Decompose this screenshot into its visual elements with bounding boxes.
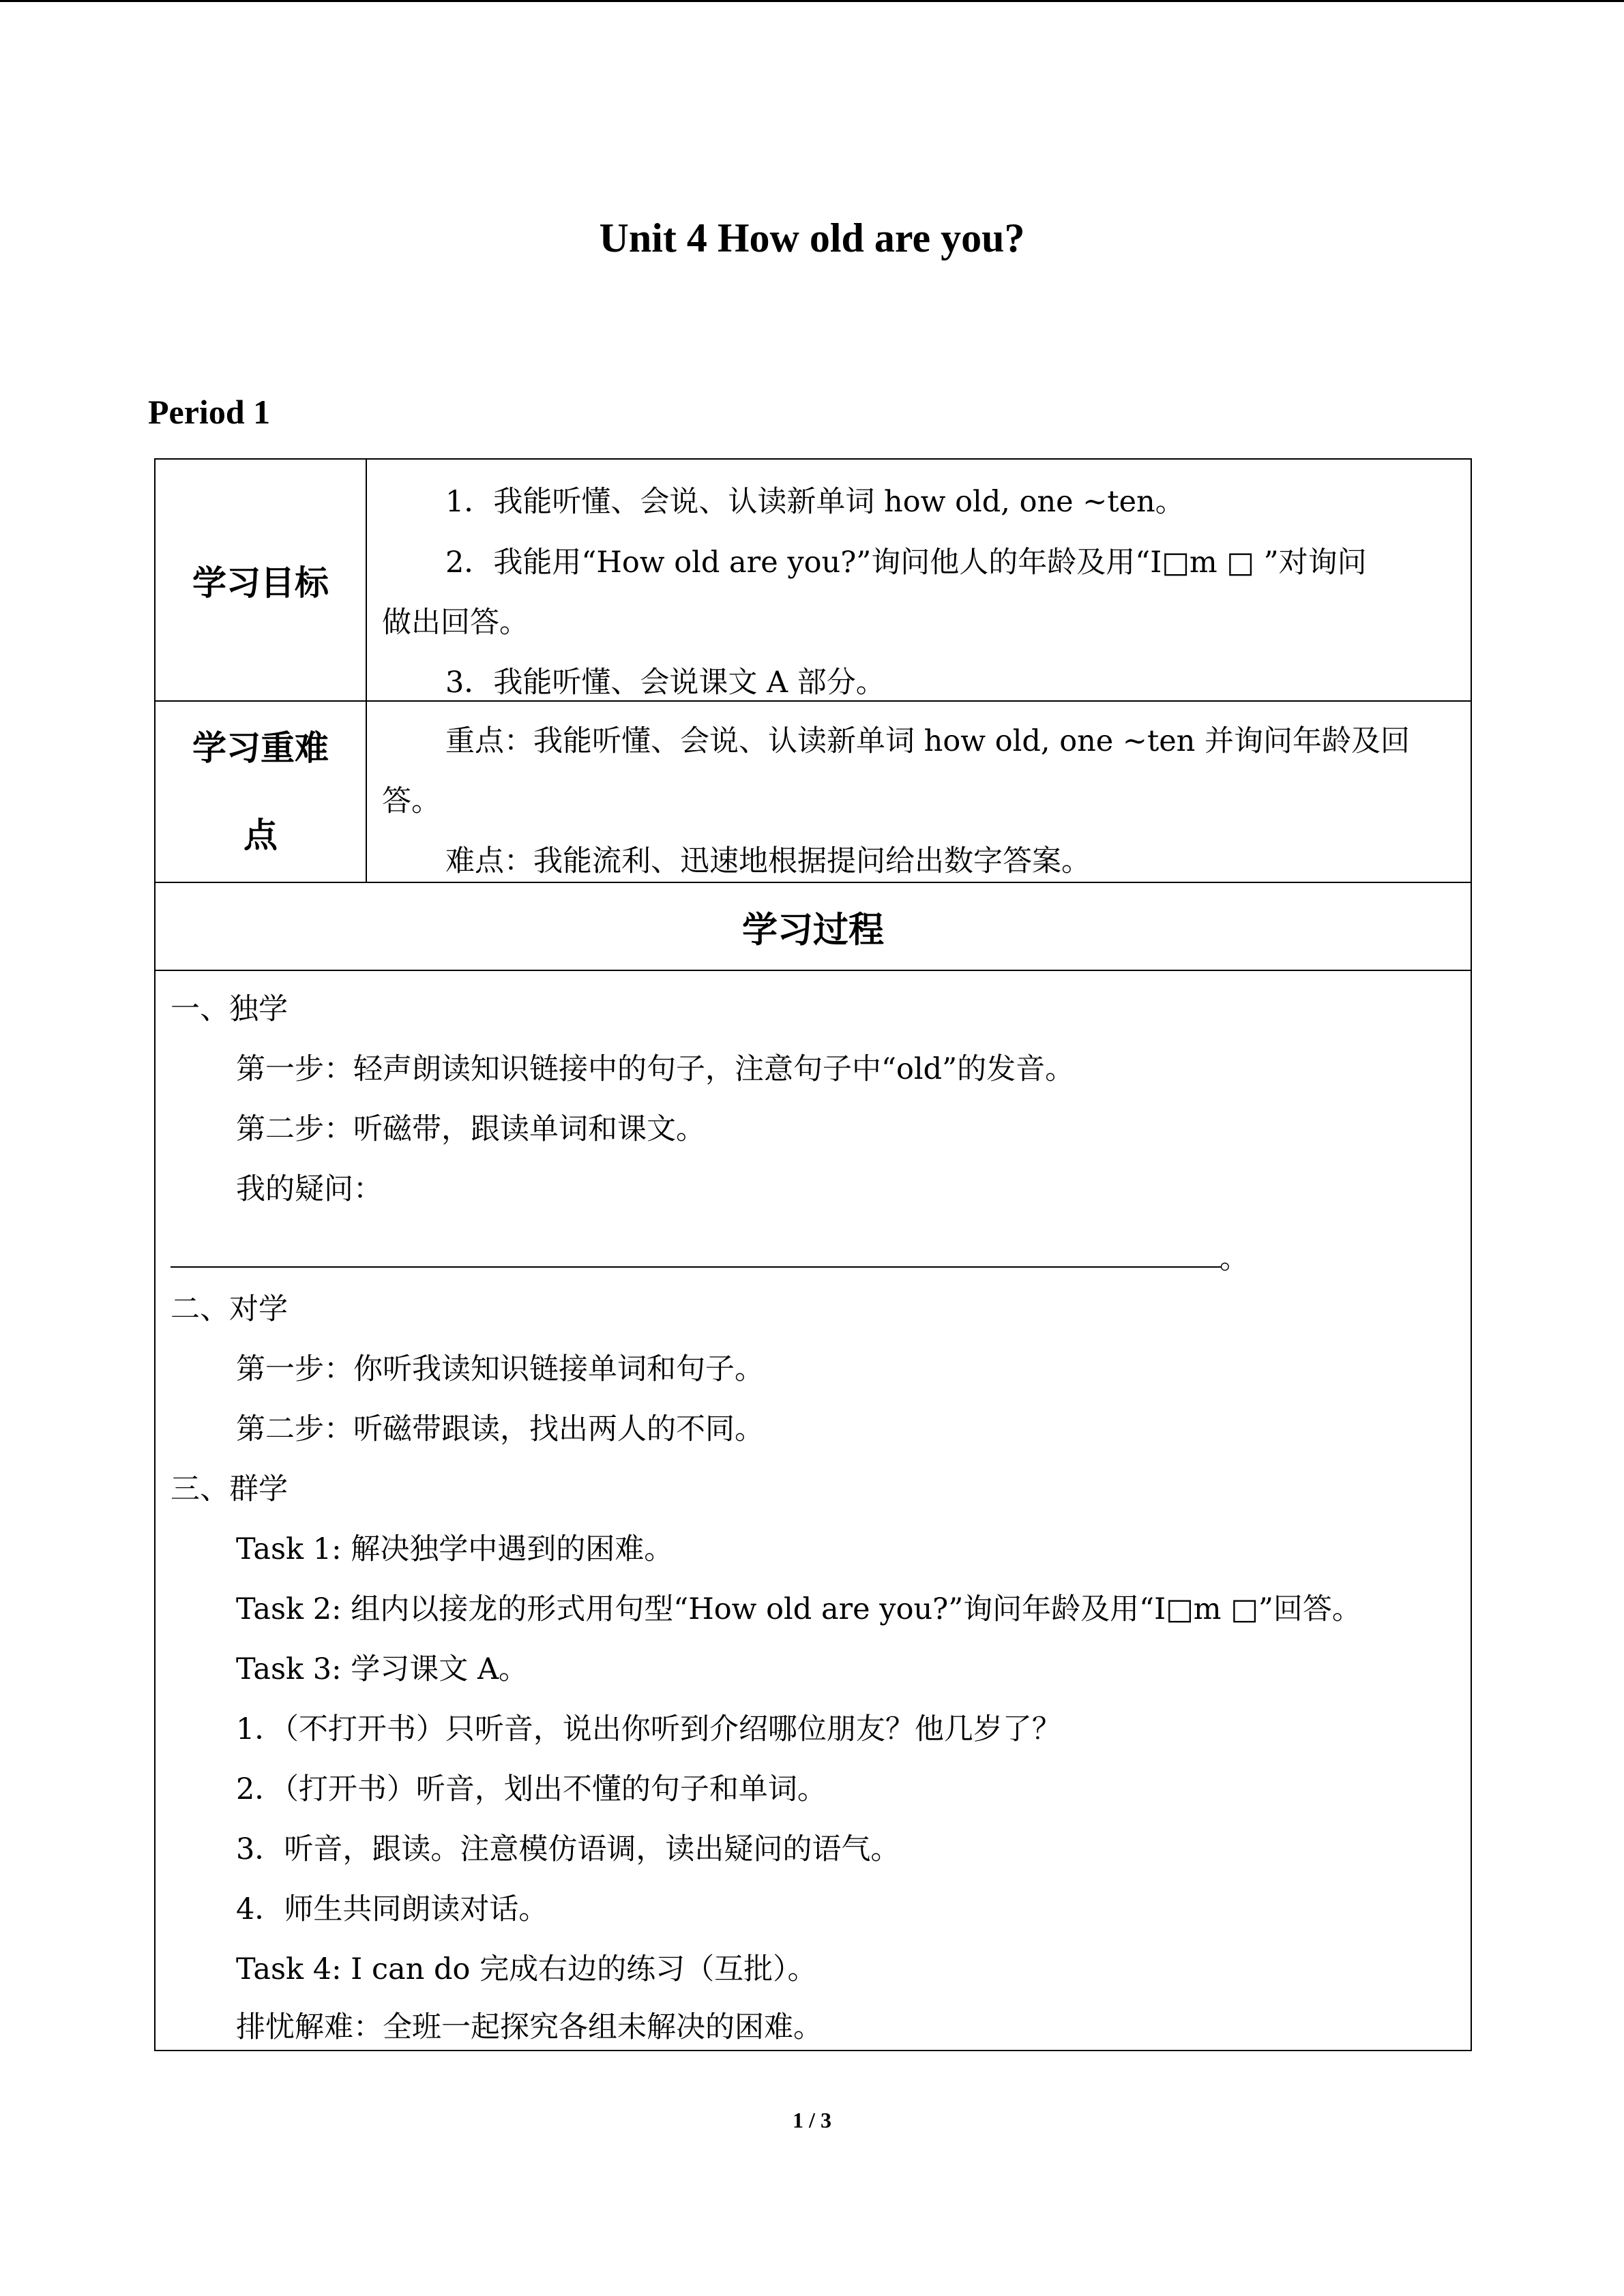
process-heading-row	[156, 883, 1471, 971]
task-line: Task 3: 学习课文 A。	[236, 1652, 529, 1686]
objective-item: 1．我能听懂、会说、认读新单词 how old, one ~ten。	[445, 485, 1185, 519]
section-heading: 二、对学	[171, 1292, 288, 1326]
document-title: Unit 4 How old are you?	[599, 215, 1025, 260]
page-number: 1 / 3	[793, 2108, 831, 2132]
task-step: 4．师生共同朗读对话。	[236, 1892, 548, 1926]
process-heading: 学习过程	[741, 910, 884, 951]
keypoints-label-line2: 点	[243, 816, 278, 855]
task-step: 2．（打开书）听音，划出不懂的句子和单词。	[236, 1772, 827, 1806]
objective-item: 做出回答。	[382, 606, 529, 640]
process-line: 第一步：轻声朗读知识链接中的句子，注意句子中“old”的发音。	[236, 1052, 1075, 1086]
keypoint-item: 重点：我能听懂、会说、认读新单词 how old, one ~ten 并询问年龄及回	[445, 724, 1411, 758]
keypoints-row	[156, 702, 1471, 883]
task-line: Task 2: 组内以接龙的形式用句型“How old are you?”询问年龄及用“I□m □”回答。	[236, 1592, 1361, 1626]
lesson-table	[154, 458, 1472, 2051]
objectives-content	[367, 460, 1471, 700]
task-step: 3．听音，跟读。注意模仿语调，读出疑问的语气。	[236, 1832, 900, 1866]
process-body	[156, 971, 1471, 2051]
keypoints-label	[156, 702, 367, 882]
period-heading: Period 1	[148, 393, 271, 431]
process-line: 第二步：听磁带跟读，找出两人的不同。	[236, 1412, 764, 1446]
objectives-label: 学习目标	[156, 460, 367, 700]
section-heading: 一、独学	[171, 992, 288, 1026]
keypoint-item: 难点：我能流利、迅速地根据提问给出数字答案。	[445, 844, 1091, 878]
section-heading: 三、群学	[171, 1472, 288, 1506]
keypoint-item: 答。	[382, 784, 441, 818]
process-line: 我的疑问：	[236, 1172, 383, 1206]
task-line: Task 1: 解决独学中遇到的困难。	[236, 1532, 674, 1566]
keypoints-label-line1: 学习重难	[192, 728, 329, 768]
task-line: Task 4: I can do 完成右边的练习（互批）。	[236, 1952, 817, 1986]
task-step: 1．（不打开书）只听音，说出你听到介绍哪位朋友？他几岁了？	[236, 1712, 1061, 1746]
question-blank-line	[171, 1266, 1221, 1268]
process-line: 第一步：你听我读知识链接单词和句子。	[236, 1352, 764, 1386]
objective-item: 3．我能听懂、会说课文 A 部分。	[445, 666, 885, 700]
process-line: 排忧解难：全班一起探究各组未解决的困难。	[236, 2010, 823, 2044]
process-line: 第二步：听磁带，跟读单词和课文。	[236, 1112, 705, 1146]
objective-item: 2．我能用“How old are you?”询问他人的年龄及用“I□m □ ”对询问	[445, 546, 1367, 580]
objectives-row	[156, 460, 1471, 702]
keypoints-content	[367, 702, 1471, 882]
blank-end-mark: 。	[1220, 1242, 1249, 1276]
